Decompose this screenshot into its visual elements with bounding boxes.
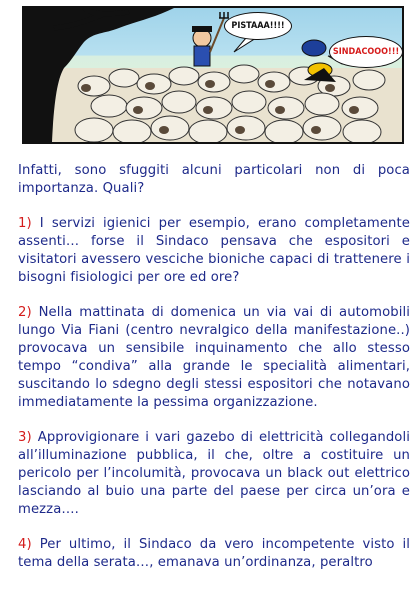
item-text: I servizi igienici per esempio, erano completamente assenti… forse il Sindaco pensava che espositori e visitatori avessero vesciche bioniche capaci di trattenere i bisogni fisiologici per ore ed ore?	[18, 216, 410, 285]
list-item-2	[18, 304, 410, 412]
list-item-4	[18, 536, 410, 572]
article-body	[18, 162, 410, 589]
list-item-3	[18, 429, 410, 519]
item-text: Approvigionare i vari gazebo di elettricità collegandoli all’illuminazione pubblica, il che, oltre a costituire un pericolo per l’incolumità, provocava un black out elettrico lasciando al buio una parte del paese per circa un’ora e mezza….	[18, 430, 411, 517]
item-text: Per ultimo, il Sindaco da vero incompetente visto il tema della serata…, emanava un’ordinanza, peraltro	[18, 537, 411, 570]
item-number: 1)	[18, 216, 32, 231]
list-item-1	[18, 215, 410, 287]
item-number: 3)	[18, 430, 32, 445]
speech-bubble-sindaco: SINDACOOO!!!	[329, 36, 403, 68]
intro-paragraph: Infatti, sono sfuggiti alcuni particolari non di poca importanza. Quali?	[18, 163, 410, 196]
comic-illustration	[22, 6, 404, 144]
item-number: 4)	[18, 537, 32, 552]
item-number: 2)	[18, 305, 32, 320]
sheep-herd-drawing	[24, 8, 402, 142]
item-text: Nella mattinata di domenica un via vai di automobili lungo Via Fiani (centro nevralgico della manifestazione..) provocava un sensibile inquinamento che allo stesso tempo “condiva” alla grande le specialità alimentari, suscitando lo sdegno degli stessi espositori che notavano immediatamente la pessima organizzazione.	[18, 305, 410, 410]
speech-bubble-pista: PISTAAA!!!!	[224, 12, 292, 40]
